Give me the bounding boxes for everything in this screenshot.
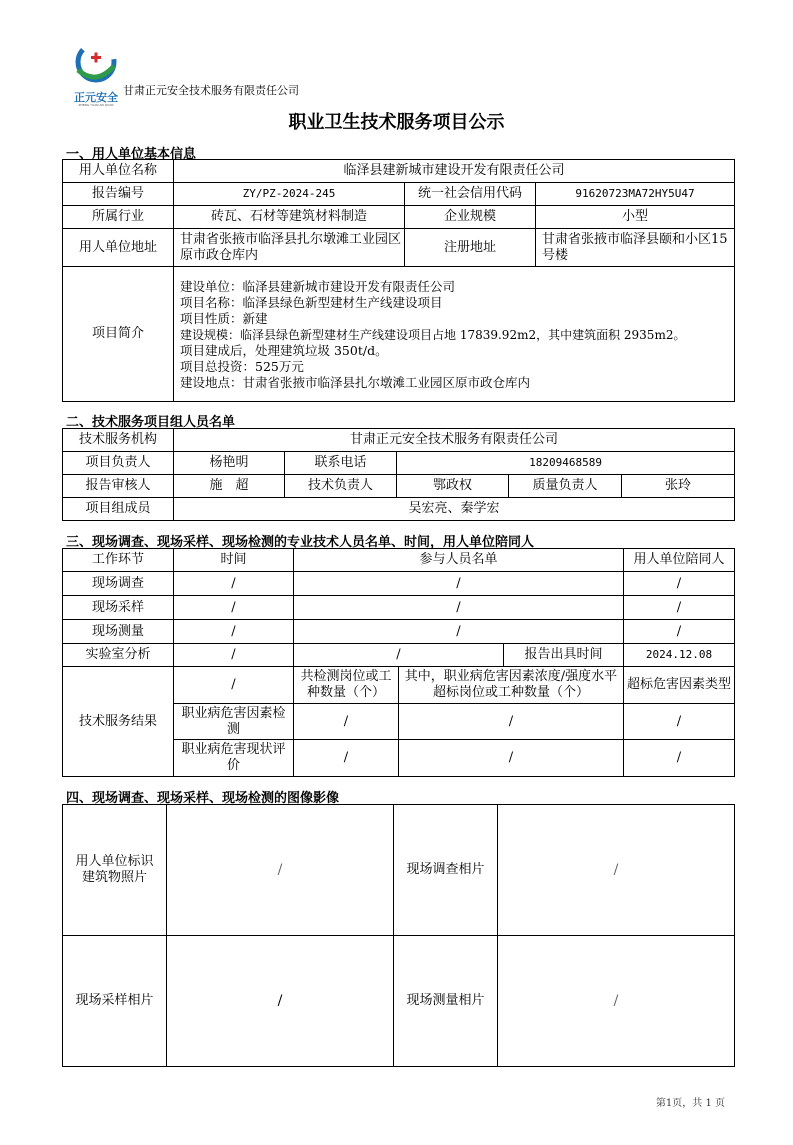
- section3-heading: 三、现场调查、现场采样、现场检测的专业技术人员名单、时间，用人单位陪同人: [66, 535, 535, 550]
- eval-val: /: [399, 740, 624, 777]
- col-stage-header: 工作环节: [63, 549, 174, 572]
- logo-subtext: ZHENG YUAN AN QUAN: [78, 103, 114, 107]
- members-value: 吴宏亮、秦学宏: [174, 498, 735, 521]
- stage-cell: 现场调查: [63, 572, 174, 596]
- table-row: [63, 572, 735, 596]
- result-col2-header: 其中，职业病危害因素浓度/强度水平超标岗位或工种数量（个）: [399, 667, 624, 704]
- detect-val: /: [624, 704, 735, 740]
- address-value: 甘肃省张掖市临泽县扎尔墩滩工业园区原市政仓库内: [174, 229, 405, 267]
- report-no-label: 报告编号: [63, 183, 174, 206]
- section2-heading: 二、技术服务项目组人员名单: [66, 415, 236, 430]
- page-number: 第1页，共 1 页: [655, 1098, 725, 1109]
- lab-label: 实验室分析: [63, 644, 174, 667]
- intro-line: 建设规模：临泽县绿色新型建材生产线建设项目占地 17839.92m2，其中建筑面积 2935m2。: [180, 327, 686, 342]
- table-row: [63, 620, 735, 644]
- stage-cell: 现场测量: [63, 620, 174, 644]
- photo3-label: 现场采样相片: [63, 936, 167, 1067]
- unit-name-value: 临泽县建新城市建设开发有限责任公司: [174, 160, 735, 183]
- people-cell: /: [294, 620, 624, 644]
- escort-cell: /: [624, 620, 735, 644]
- eval-val: /: [624, 740, 735, 777]
- photo2-slot: /: [498, 805, 735, 936]
- scale-label: 企业规模: [405, 206, 536, 229]
- logo-text: 正元安全: [74, 91, 118, 104]
- logo-emblem-icon: [70, 40, 122, 88]
- tech-label: 技术负责人: [285, 475, 397, 498]
- fieldwork-table: [62, 548, 735, 777]
- section1-heading: 一、用人单位基本信息: [66, 147, 197, 162]
- reg-address-value: 甘肃省张掖市临泽县颐和小区15号楼: [536, 229, 735, 267]
- lab-people: /: [294, 644, 504, 667]
- eval-val: /: [294, 740, 399, 777]
- stage-cell: 现场采样: [63, 596, 174, 620]
- leader-label: 项目负责人: [63, 452, 174, 475]
- agency-value: 甘肃正元安全技术服务有限责任公司: [174, 429, 735, 452]
- reviewer-label: 报告审核人: [63, 475, 174, 498]
- result-label: 技术服务结果: [63, 667, 174, 777]
- phone-label: 联系电话: [285, 452, 397, 475]
- members-label: 项目组成员: [63, 498, 174, 521]
- intro-line: 项目性质：新建: [180, 310, 268, 326]
- escort-cell: /: [624, 572, 735, 596]
- issue-label: 报告出具时间: [504, 644, 624, 667]
- intro-line: 建设地点：甘肃省张掖市临泽县扎尔墩滩工业园区原市政仓库内: [180, 374, 531, 390]
- intro-line: 项目总投资：525万元: [180, 358, 304, 374]
- agency-label: 技术服务机构: [63, 429, 174, 452]
- industry-value: 砖瓦、石材等建筑材料制造: [174, 206, 405, 229]
- leader-value: 杨艳明: [174, 452, 285, 475]
- quality-label: 质量负责人: [509, 475, 622, 498]
- time-cell: /: [174, 572, 294, 596]
- unit-info-table: [62, 159, 735, 402]
- phone-value: 18209468589: [397, 452, 735, 475]
- result-col3-header: 超标危害因素类型: [624, 667, 735, 704]
- scale-value: 小型: [536, 206, 735, 229]
- credit-code-value: 91620723MA72HY5U47: [536, 183, 735, 206]
- quality-value: 张玲: [622, 475, 735, 498]
- people-cell: /: [294, 572, 624, 596]
- credit-code-label: 统一社会信用代码: [405, 183, 536, 206]
- photo-table: [62, 804, 735, 1067]
- photo3-slot: /: [167, 936, 394, 1067]
- photo4-slot: /: [498, 936, 735, 1067]
- escort-cell: /: [624, 596, 735, 620]
- company-logo: [70, 40, 122, 107]
- section4-heading: 四、现场调查、现场采样、现场检测的图像影像: [66, 791, 340, 806]
- photo1-slot: /: [167, 805, 394, 936]
- tech-value: 鄂政权: [397, 475, 509, 498]
- intro-line: 建设单位：临泽县建新城市建设开发有限责任公司: [180, 278, 456, 294]
- reg-address-label: 注册地址: [405, 229, 536, 267]
- team-table: [62, 428, 735, 521]
- detect-label: 职业病危害因素检测: [174, 704, 294, 740]
- time-cell: /: [174, 596, 294, 620]
- detect-val: /: [399, 704, 624, 740]
- result-head-slash: /: [174, 667, 294, 704]
- intro-content: [174, 267, 735, 402]
- col-time-header: 时间: [174, 549, 294, 572]
- address-label: 用人单位地址: [63, 229, 174, 267]
- lab-time: /: [174, 644, 294, 667]
- photo1-label: 用人单位标识建筑物照片: [63, 805, 167, 936]
- report-no-value: ZY/PZ-2024-245: [174, 183, 405, 206]
- issue-date: 2024.12.08: [624, 644, 735, 667]
- result-col1-header: 共检测岗位或工种数量（个）: [294, 667, 399, 704]
- col-people-header: 参与人员名单: [294, 549, 624, 572]
- eval-label: 职业病危害现状评价: [174, 740, 294, 777]
- intro-label: 项目简介: [63, 267, 174, 402]
- industry-label: 所属行业: [63, 206, 174, 229]
- detect-val: /: [294, 704, 399, 740]
- intro-line: 项目名称：临泽县绿色新型建材生产线建设项目: [180, 294, 443, 310]
- col-escort-header: 用人单位陪同人: [624, 549, 735, 572]
- table-row: [63, 596, 735, 620]
- reviewer-value: 施 超: [174, 475, 285, 498]
- unit-name-label: 用人单位名称: [63, 160, 174, 183]
- people-cell: /: [294, 596, 624, 620]
- photo4-label: 现场测量相片: [394, 936, 498, 1067]
- time-cell: /: [174, 620, 294, 644]
- photo2-label: 现场调查相片: [394, 805, 498, 936]
- intro-line: 项目建成后，处理建筑垃圾 350t/d。: [180, 342, 388, 358]
- page-title: 职业卫生技术服务项目公示: [288, 112, 505, 133]
- header-company-name: 甘肃正元安全技术服务有限责任公司: [123, 84, 299, 97]
